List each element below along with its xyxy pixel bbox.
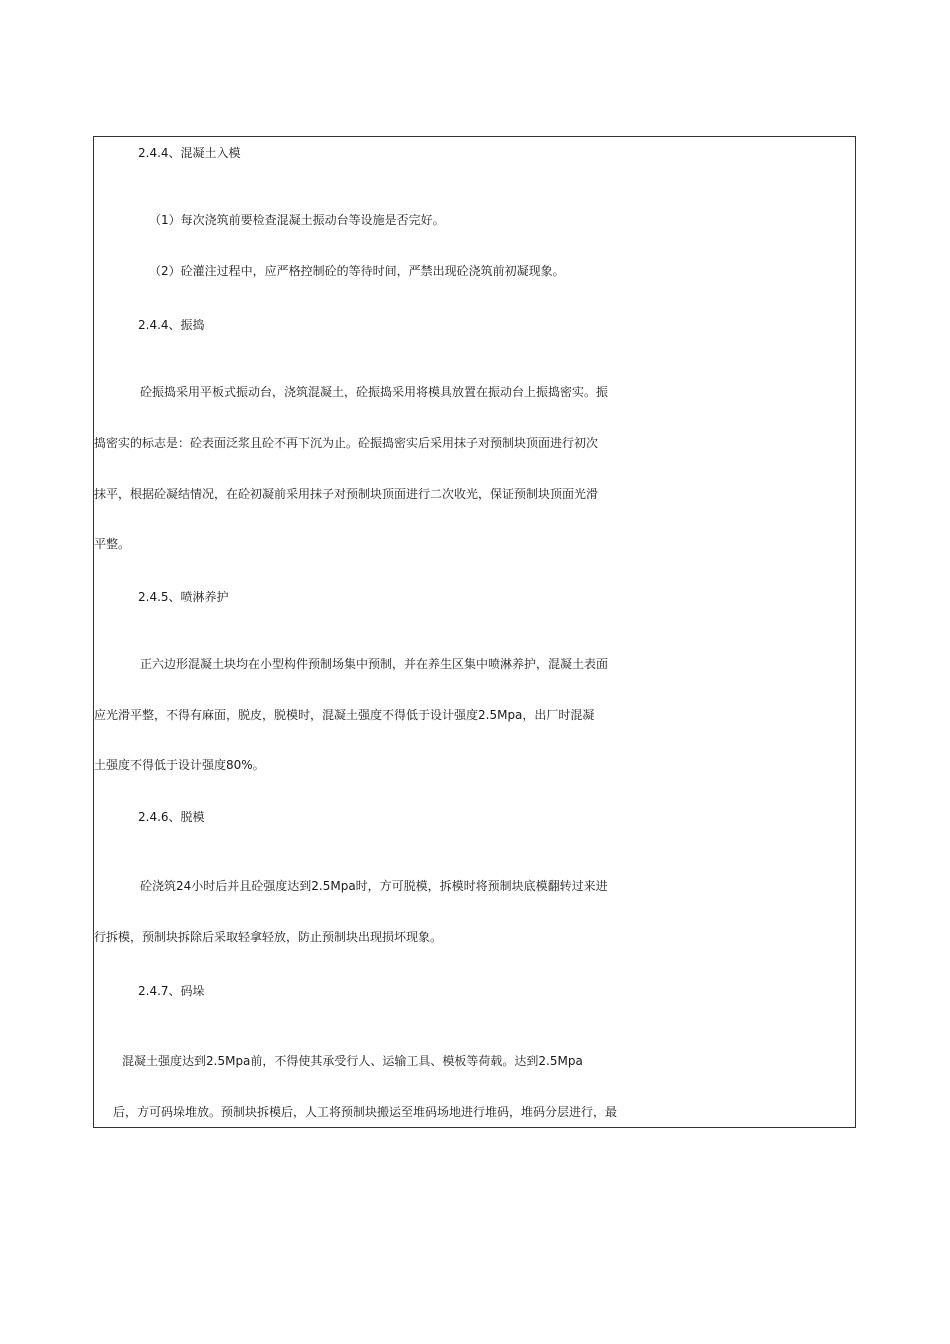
right-tick-mark xyxy=(855,457,856,477)
right-tick-mark xyxy=(855,937,856,957)
list-item: （1）每次浇筑前要检查混凝土振动台等设施是否完好。 xyxy=(149,213,445,227)
left-tick-mark xyxy=(93,337,94,357)
right-tick-mark xyxy=(855,607,856,627)
list-item: （2）砼灌注过程中，应严格控制砼的等待时间，严禁出现砼浇筑前初凝现象。 xyxy=(149,264,565,278)
paragraph-line: 后，方可码垛堆放。预制块拆模后，人工将预制块搬运至堆码场地进行堆码，堆码分层进行，最 xyxy=(113,1105,618,1119)
paragraph-line: 正六边形混凝土块均在小型构件预制场集中预制，并在养生区集中喷淋养护，混凝土表面 xyxy=(140,657,609,671)
page-frame xyxy=(93,136,856,1128)
left-tick-mark xyxy=(93,777,94,797)
section-heading: 2.4.4、混凝土入模 xyxy=(138,146,241,160)
left-tick-mark xyxy=(93,457,94,477)
section-heading: 2.4.5、喷淋养护 xyxy=(138,590,229,604)
paragraph-line: 混凝土强度达到2.5Mpa前，不得使其承受行人、运输工具、模板等荷载。达到2.5Mpa xyxy=(122,1054,583,1068)
paragraph-line: 平整。 xyxy=(94,537,131,551)
section-heading: 2.4.6、脱模 xyxy=(138,810,205,824)
left-tick-mark xyxy=(93,165,94,185)
paragraph-line: 土强度不得低于设计强度80%。 xyxy=(94,758,265,772)
paragraph-line: 抹平，根据砼凝结情况，在砼初凝前采用抹子对预制块顶面进行二次收光，保证预制块顶面光滑 xyxy=(94,487,599,501)
paragraph-line: 砼振捣采用平板式振动台，浇筑混凝土，砼振捣采用将模具放置在振动台上振捣密实。振 xyxy=(140,385,609,399)
paragraph-line: 行拆模，预制块拆除后采取轻拿轻放，防止预制块出现损坏现象。 xyxy=(94,930,443,944)
paragraph-line: 捣密实的标志是：砼表面泛浆且砼不再下沉为止。砼振捣密实后采用抹子对预制块顶面进行初次 xyxy=(94,436,599,450)
right-tick-mark xyxy=(855,337,856,357)
right-tick-mark xyxy=(855,245,856,265)
section-heading: 2.4.7、码垛 xyxy=(138,984,205,998)
section-heading: 2.4.4、振捣 xyxy=(138,318,205,332)
right-tick-mark xyxy=(855,165,856,185)
right-tick-mark xyxy=(855,777,856,797)
paragraph-line: 砼浇筑24小时后并且砼强度达到2.5Mpa时，方可脱模，拆模时将预制块底模翻转过来进 xyxy=(140,879,608,893)
right-tick-mark xyxy=(855,1057,856,1077)
left-tick-mark xyxy=(93,607,94,627)
paragraph-line: 应光滑平整，不得有麻面，脱皮，脱模时，混凝土强度不得低于设计强度2.5Mpa，出厂时混凝 xyxy=(94,708,595,722)
